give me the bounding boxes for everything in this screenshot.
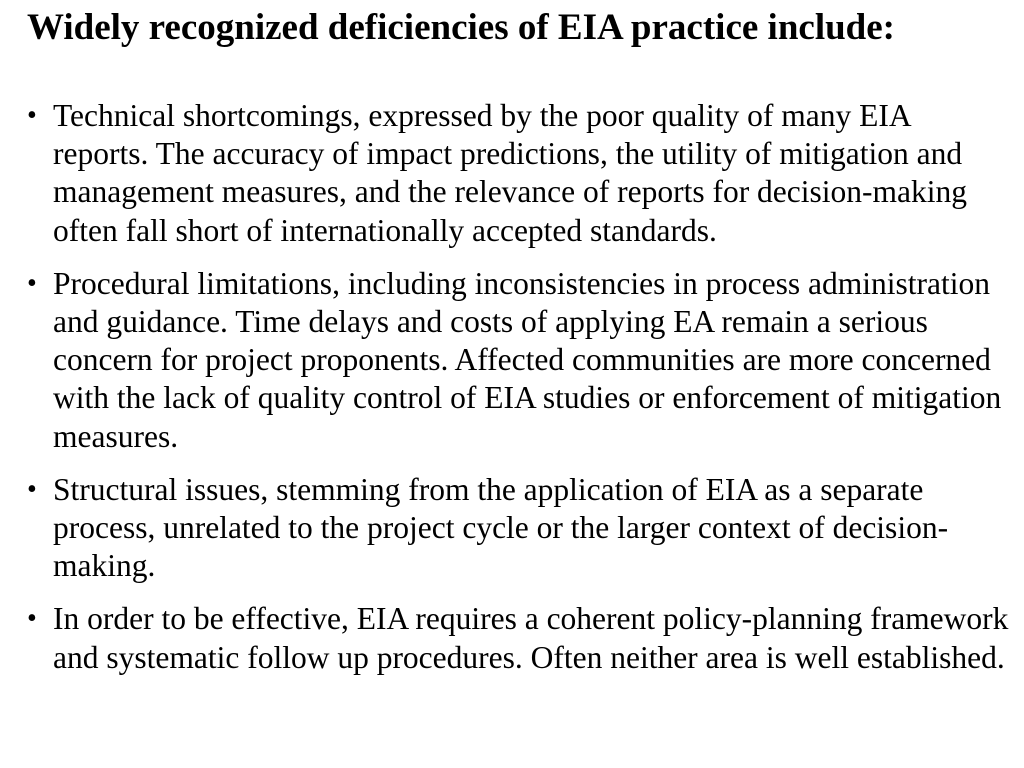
bullet-dot-icon: •: [27, 267, 37, 299]
bullet-dot-icon: •: [27, 603, 37, 635]
bullet-text: In order to be effective, EIA requires a coherent policy-planning framework and systematic follow up procedures. Often neither area is well established.: [53, 601, 1009, 675]
bullet-item: [0, 97, 1024, 250]
bullet-item: [0, 265, 1024, 456]
bullet-item: [0, 600, 1024, 676]
bullet-list: [0, 97, 1024, 692]
bullet-text: Technical shortcomings, expressed by the poor quality of many EIA reports. The accuracy of impact predictions, the utility of mitigation and management measures, and the relevance of reports for decision-making often fall short of internationally accepted standards.: [53, 98, 968, 248]
bullet-item: [0, 471, 1024, 586]
bullet-text: Procedural limitations, including inconsistencies in process administration and guidance. Time delays and costs of applying EA remain a serious concern for project proponents. Affected communities are more concerned with the lack of quality control of EIA studies or enforcement of mitigation measures.: [53, 265, 1002, 454]
slide-title: Widely recognized deficiencies of EIA practice include:: [27, 7, 896, 48]
bullet-dot-icon: •: [27, 100, 37, 131]
bullet-dot-icon: •: [27, 473, 37, 505]
bullet-text: Structural issues, stemming from the application of EIA as a separate process, unrelated to the project cycle or the larger context of decision-making.: [53, 471, 949, 584]
